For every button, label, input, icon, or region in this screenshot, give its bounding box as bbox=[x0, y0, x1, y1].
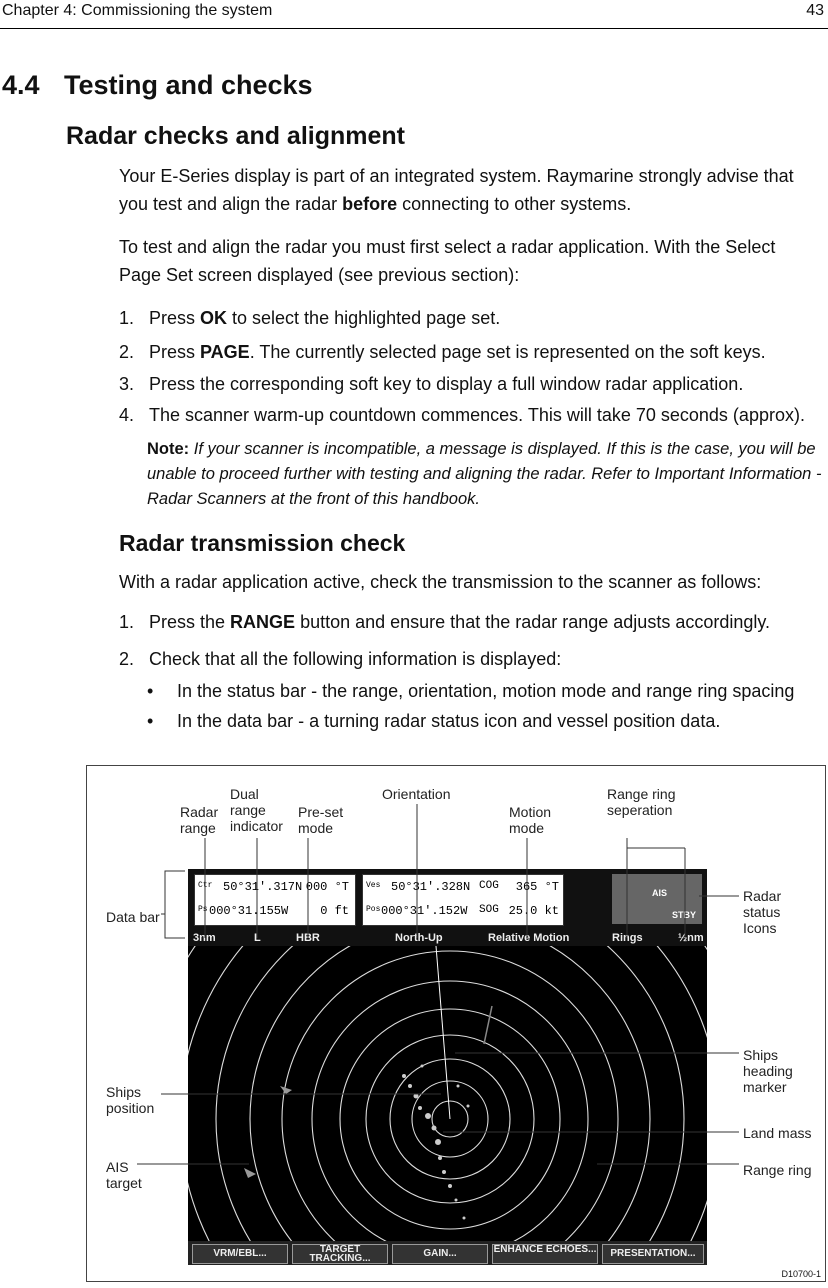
field-label: COG bbox=[479, 880, 499, 892]
bullet-icon: • bbox=[147, 711, 154, 731]
leader-lines bbox=[87, 766, 823, 1279]
label-orientation: Orientation bbox=[382, 786, 451, 802]
softkey-gain[interactable]: GAIN... bbox=[392, 1244, 488, 1264]
ais-icon: AIS bbox=[652, 888, 668, 898]
step-number: 3. bbox=[119, 374, 135, 394]
step-number: 1. bbox=[119, 308, 135, 328]
label-ships-heading: Ships heading marker bbox=[743, 1047, 793, 1095]
stby-icon: STBY bbox=[672, 910, 697, 920]
section-heading bbox=[2, 70, 313, 101]
step-text: Press bbox=[149, 342, 201, 362]
softkey-enhance-echoes[interactable]: ENHANCE ECHOES... bbox=[492, 1244, 598, 1264]
note-text: If your scanner is incompatible, a message is displayed. If this is the case, you will be unable to proceed further with testing and aligning the radar. Refer to Important Information - Radar Scanners at the front of this handbook. bbox=[147, 440, 822, 508]
cursor-bearing: 000 °T bbox=[305, 880, 349, 894]
intro-paragraph bbox=[119, 162, 819, 218]
step-text: . The currently selected page set is represented on the soft keys. bbox=[249, 342, 766, 362]
label-ais-target: AIS target bbox=[106, 1159, 142, 1191]
step-number: 2. bbox=[119, 342, 135, 362]
label-range-ring: Range ring bbox=[743, 1162, 812, 1178]
status-dual-range: L bbox=[254, 932, 261, 944]
para-bold: before bbox=[342, 194, 398, 214]
step-text: Check that all the following information is displayed: bbox=[149, 649, 562, 669]
label-range-ring-separation: Range ring seperation bbox=[607, 786, 676, 818]
label-land-mass: Land mass bbox=[743, 1125, 812, 1141]
step-text: Press bbox=[149, 308, 201, 328]
bullet-item bbox=[147, 711, 720, 732]
step-text: button and ensure that the radar range adjusts accordingly. bbox=[295, 612, 771, 632]
status-rings: Rings bbox=[612, 932, 643, 944]
cursor-longitude: 000°31.155W bbox=[209, 904, 289, 918]
page-number: 43 bbox=[806, 2, 824, 19]
softkey-presentation[interactable]: PRESENTATION... bbox=[602, 1244, 704, 1264]
field-label: Ves bbox=[366, 881, 381, 890]
field-label: Ps bbox=[198, 905, 208, 914]
status-orientation: North-Up bbox=[395, 932, 443, 944]
vessel-latitude: 50°31'.328N bbox=[391, 880, 471, 894]
step-text: The scanner warm-up countdown commences. This will take 70 seconds (approx). bbox=[149, 405, 805, 425]
section-title: Testing and checks bbox=[64, 70, 313, 100]
field-label: SOG bbox=[479, 904, 499, 916]
note-label: Note: bbox=[147, 440, 190, 458]
step-number: 4. bbox=[119, 405, 135, 425]
list-item bbox=[119, 405, 805, 426]
vessel-sog: 25.0 kt bbox=[508, 904, 559, 918]
select-page-paragraph: To test and align the radar you must first select a radar application. With the Select Page Set screen displayed (see previous section): bbox=[119, 237, 776, 285]
bullet-text: In the data bar - a turning radar status icon and vessel position data. bbox=[177, 711, 721, 731]
label-data-bar: Data bar bbox=[106, 909, 160, 925]
softkey-vrm-ebl[interactable]: VRM/EBL... bbox=[192, 1244, 288, 1264]
bullet-item bbox=[147, 681, 794, 702]
para-text: connecting to other systems. bbox=[397, 194, 632, 214]
step-key: RANGE bbox=[230, 612, 296, 632]
softkey-target-tracking[interactable]: TARGET TRACKING... bbox=[292, 1244, 388, 1264]
label-radar-range: Radar range bbox=[180, 804, 219, 836]
list-item bbox=[119, 649, 561, 670]
cursor-latitude: 50°31'.317N bbox=[223, 880, 303, 894]
vessel-longitude: 000°31'.152W bbox=[381, 904, 468, 918]
page-header bbox=[0, 0, 828, 29]
subsection-heading-alignment: Radar checks and alignment bbox=[66, 122, 406, 150]
field-label: Pos bbox=[366, 905, 381, 914]
step-number: 1. bbox=[119, 612, 135, 632]
step-key: OK bbox=[200, 308, 228, 328]
figure-code: D10700-1 bbox=[781, 1269, 821, 1279]
status-motion: Relative Motion bbox=[488, 932, 570, 944]
label-motion-mode: Motion mode bbox=[509, 804, 552, 836]
step-text: Press the bbox=[149, 612, 231, 632]
list-item bbox=[119, 308, 500, 329]
label-ships-position: Ships position bbox=[106, 1084, 155, 1116]
cursor-depth: 0 ft bbox=[320, 904, 349, 918]
vessel-cog: 365 °T bbox=[515, 880, 559, 894]
step-key: PAGE bbox=[200, 342, 250, 362]
status-ring-spacing: ½nm bbox=[678, 932, 704, 944]
status-range: 3nm bbox=[193, 932, 216, 944]
step-text: to select the highlighted page set. bbox=[227, 308, 501, 328]
list-item bbox=[119, 342, 766, 363]
label-dual-range: Dual range indicator bbox=[230, 786, 283, 834]
status-preset: HBR bbox=[296, 932, 320, 944]
chapter-title: Chapter 4: Commissioning the system bbox=[2, 2, 273, 19]
label-preset-mode: Pre-set mode bbox=[298, 804, 344, 836]
step-text: Press the corresponding soft key to display a full window radar application. bbox=[149, 374, 744, 394]
field-label: Ctr bbox=[198, 881, 213, 890]
step-number: 2. bbox=[119, 649, 135, 669]
subsection-heading-transmission: Radar transmission check bbox=[119, 530, 406, 556]
bullet-icon: • bbox=[147, 681, 154, 701]
list-item bbox=[119, 374, 743, 395]
note bbox=[147, 437, 827, 512]
radar-figure bbox=[86, 765, 826, 1282]
bullet-text: In the status bar - the range, orientation, motion mode and range ring spacing bbox=[177, 681, 795, 701]
label-radar-status: Radar status Icons bbox=[743, 888, 782, 936]
transmission-intro: With a radar application active, check the transmission to the scanner as follows: bbox=[119, 572, 762, 592]
list-item bbox=[119, 612, 770, 633]
para-text: Your E-Series display is part of an integrated system. Raymarine strongly advise that you test and align the radar bbox=[119, 166, 794, 214]
section-number: 4.4 bbox=[2, 70, 40, 100]
